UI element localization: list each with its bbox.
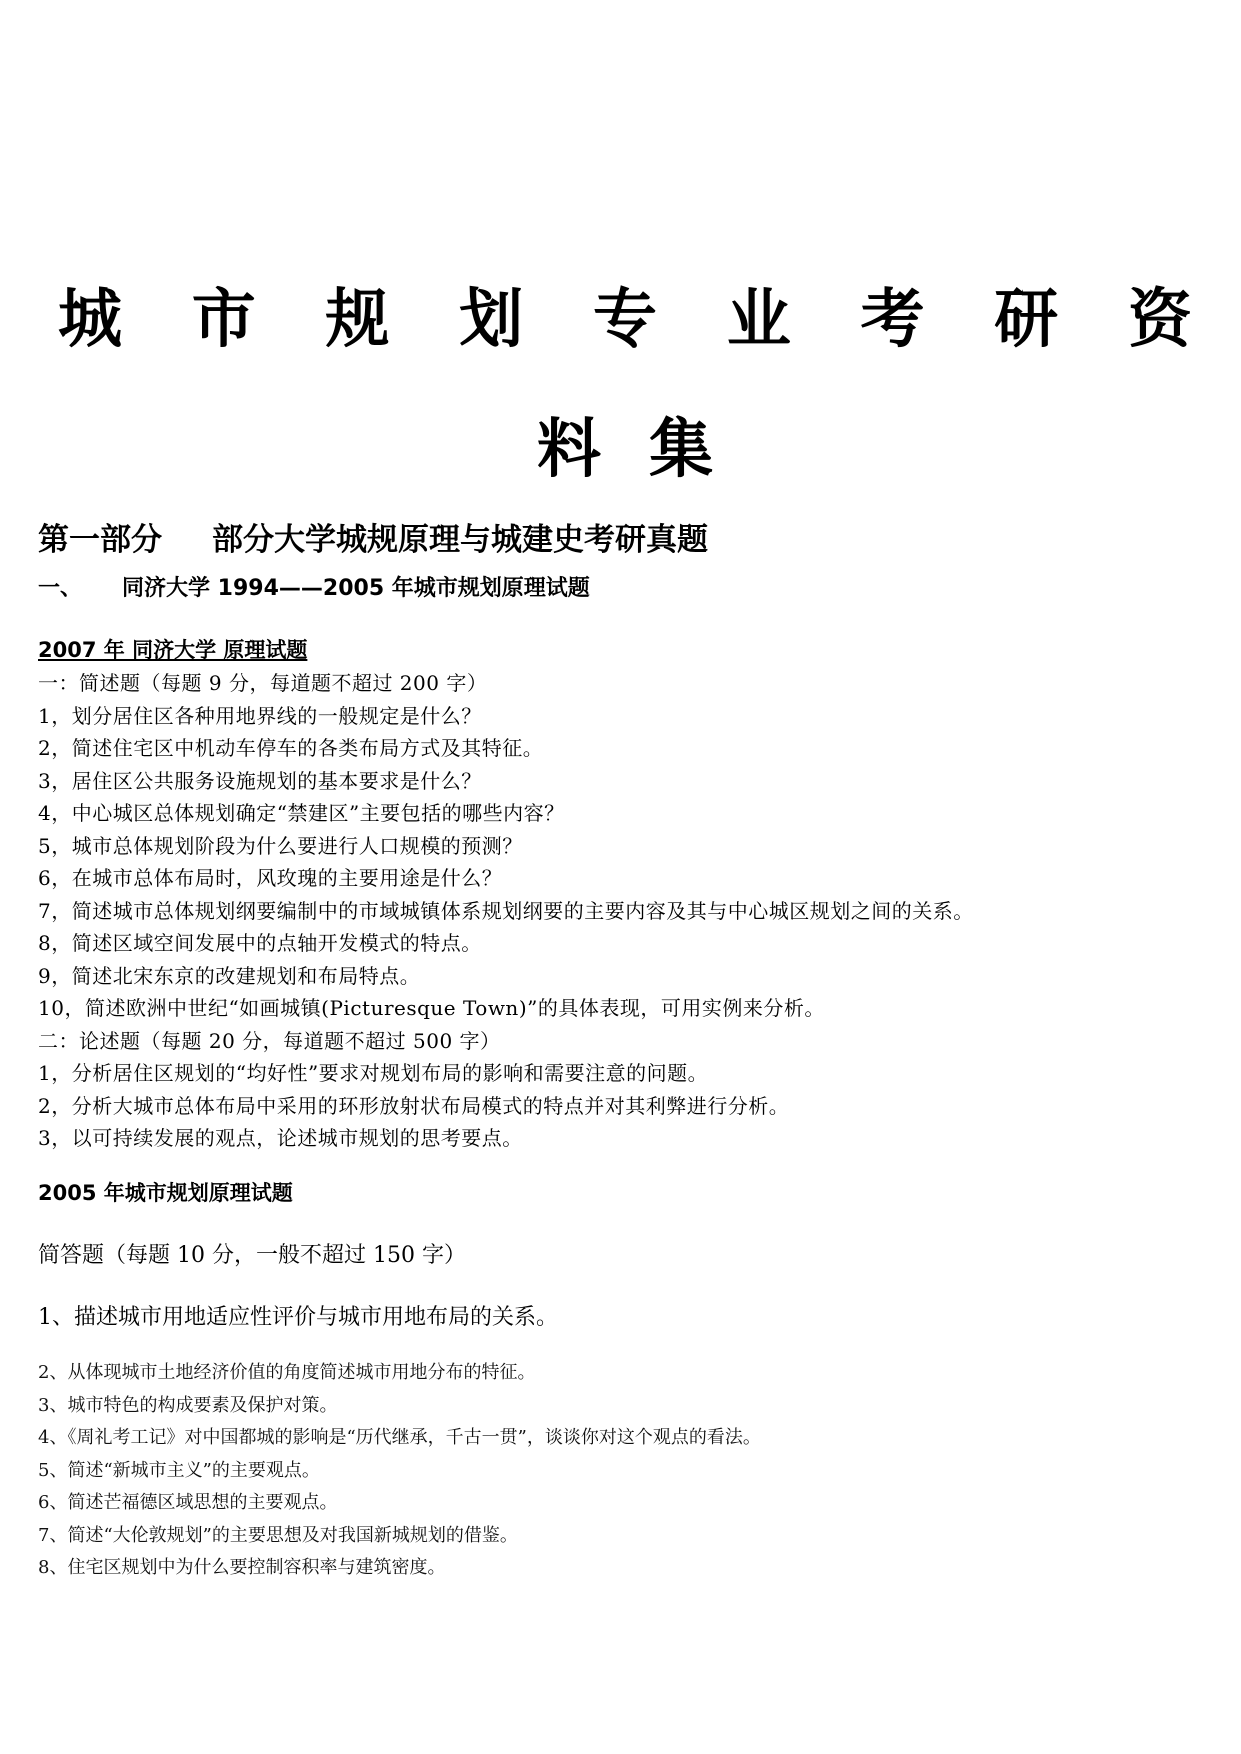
exam-2005-question-1: 1、描述城市用地适应性评价与城市用地布局的关系。: [38, 1305, 558, 1330]
question-line: 2，简述住宅区中机动车停车的各类布局方式及其特征。: [38, 736, 544, 760]
question-line: 10，简述欧洲中世纪“如画城镇(Picturesque Town)”的具体表现，可用实例来分析。: [38, 996, 825, 1020]
document-title-line-2: 料集: [537, 413, 761, 487]
question-line: 8、住宅区规划中为什么要控制容积率与建筑密度。: [38, 1557, 446, 1578]
question-line: 4、《周礼考工记》对中国都城的影响是“历代继承，千古一贯”，谈谈你对这个观点的看法。: [38, 1427, 761, 1448]
question-line: 5，城市总体规划阶段为什么要进行人口规模的预测？: [38, 833, 523, 858]
exam-2005: [38, 1178, 1218, 1585]
title-char: 业: [726, 283, 791, 357]
section-heading: [38, 574, 590, 604]
part-heading: [38, 520, 708, 560]
title-char: 划: [459, 283, 524, 357]
question-line: 3，居住区公共服务设施规划的基本要求是什么？: [38, 768, 482, 793]
question-line: 8，简述区域空间发展中的点轴开发模式的特点。: [38, 931, 482, 955]
section-title: 同济大学 1994——2005 年城市规划原理试题: [122, 576, 590, 601]
exam-2007-questions: [38, 667, 1218, 1155]
question-line: 6，在城市总体布局时，风玫瑰的主要用途是什么？: [38, 866, 503, 890]
exam-2007-heading: 2007 年 同济大学 原理试题: [38, 638, 308, 662]
question-line: 4，中心城区总体规划确定“禁建区”主要包括的哪些内容？: [38, 801, 565, 825]
title-char: 规: [325, 283, 390, 357]
document-title-line-1: [50, 280, 1200, 360]
exam-2005-questions: [38, 1357, 1218, 1585]
section-number: 一、: [38, 576, 83, 601]
exam-2007: [38, 635, 1218, 1155]
title-char: 研: [994, 283, 1059, 357]
question-line: 2、从体现城市土地经济价值的角度简述城市用地分布的特征。: [38, 1362, 536, 1383]
title-char: 考: [860, 283, 925, 357]
question-line: 7，简述城市总体规划纲要编制中的市域城镇体系规划纲要的主要内容及其与中心城区规划之间的关系。: [38, 898, 974, 923]
question-line: 2，分析大城市总体布局中采用的环形放射状布局模式的特点并对其利弊进行分析。: [38, 1093, 790, 1118]
title-char: 城: [58, 283, 122, 357]
part-label: 第一部分: [38, 522, 162, 558]
part-title: 部分大学城规原理与城建史考研真题: [212, 522, 708, 558]
title-char: 市: [191, 283, 256, 357]
title-char: 专: [593, 283, 657, 357]
question-line: 二：论述题（每题 20 分，每道题不超过 500 字）: [38, 1028, 501, 1053]
question-line: 3、城市特色的构成要素及保护对策。: [38, 1394, 338, 1416]
question-line: 7、简述“大伦敦规划”的主要思想及对我国新城规划的借鉴。: [38, 1524, 518, 1546]
question-line: 一：简述题（每题 9 分，每道题不超过 200 字）: [38, 671, 488, 695]
question-line: 5、简述“新城市主义”的主要观点。: [38, 1459, 320, 1481]
exam-2005-heading: 2005 年城市规划原理试题: [38, 1181, 293, 1205]
title-char: 资: [1128, 283, 1192, 357]
question-line: 6、简述芒福德区域思想的主要观点。: [38, 1492, 338, 1513]
question-line: 9，简述北宋东京的改建规划和布局特点。: [38, 963, 421, 988]
exam-2005-intro: 简答题（每题 10 分，一般不超过 150 字）: [38, 1243, 466, 1268]
question-line: 1，划分居住区各种用地界线的一般规定是什么？: [38, 703, 482, 728]
question-line: 1，分析居住区规划的“均好性”要求对规划布局的影响和需要注意的问题。: [38, 1061, 709, 1085]
question-line: 3，以可持续发展的观点，论述城市规划的思考要点。: [38, 1126, 523, 1150]
